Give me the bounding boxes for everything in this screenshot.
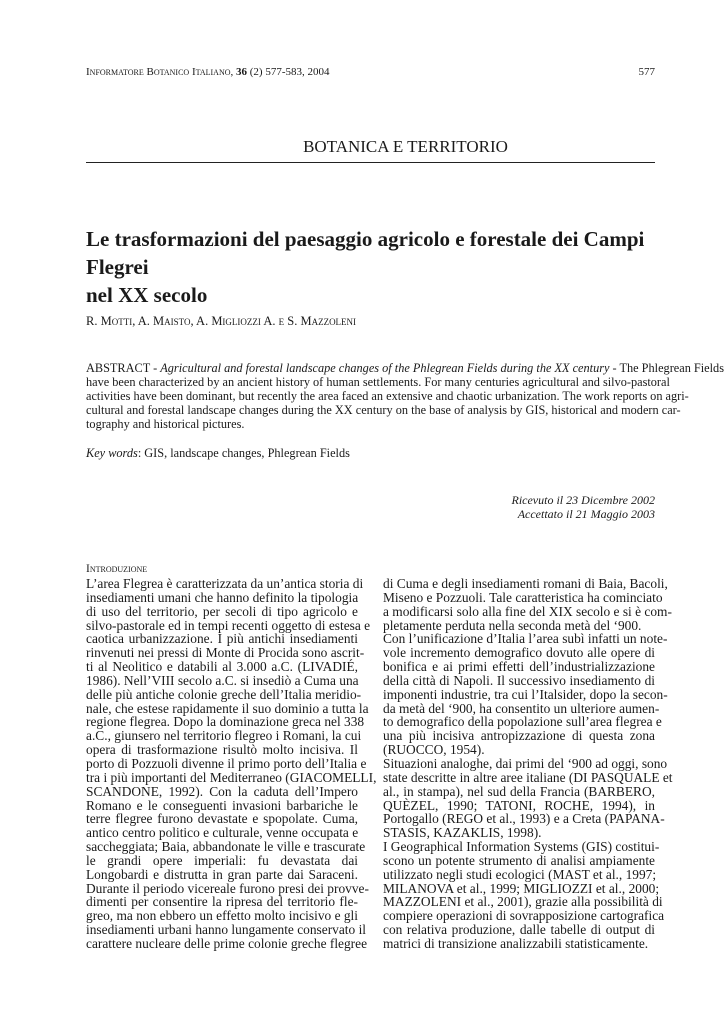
body-line: bonifica e ai primi effetti dell’industrializzazione bbox=[383, 659, 655, 675]
body-line: silvo-pastorale ed in tempi recenti oggetto di estesa e bbox=[86, 617, 371, 633]
article-title bbox=[86, 225, 666, 309]
body-line: caotica urbanizzazione. I più antichi insediamenti bbox=[86, 631, 358, 647]
body-line: antico centro politico e culturale, venne occupata e bbox=[86, 825, 359, 841]
article-title-line: Le trasformazioni del paesaggio agricolo e forestale dei Campi Flegrei bbox=[86, 227, 645, 279]
body-line: (RUOCCO, 1954). bbox=[383, 742, 485, 758]
abstract-line: have been characterized by an ancient history of human settlements. For many centuries agricultural and silvo-pastoral bbox=[86, 374, 670, 389]
section-heading-introduzione: Introduzione bbox=[86, 563, 148, 575]
body-line: MAZZOLENI et al., 2001), grazie alla possibilità di bbox=[383, 894, 663, 910]
body-line: matrici di transizione analizzabili statisticamente. bbox=[383, 935, 649, 951]
abstract-line: cultural and forestal landscape changes during the XX century on the base of analysis by GIS, historical and modern car- bbox=[86, 402, 681, 417]
body-line: di uso del territorio, per secoli di tipo agricolo e bbox=[86, 603, 358, 619]
body-line: Con l’unificazione d’Italia l’area subì infatti un note- bbox=[383, 631, 668, 647]
keywords bbox=[86, 446, 350, 461]
body-line: una più incisiva antropizzazione di questa zona bbox=[383, 728, 655, 744]
body-line: regione flegrea. Dopo la dominazione greca nel 338 bbox=[86, 714, 365, 730]
journal-issue-pages: (2) 577-583, 2004 bbox=[249, 66, 330, 78]
body-line: da metà del ‘900, ha consentito un ulteriore aumen- bbox=[383, 700, 660, 716]
body-line: carattere nucleare delle prime colonie greche flegree bbox=[86, 935, 368, 951]
body-line: STASIS, KAZAKLIS, 1998). bbox=[383, 825, 542, 841]
body-line: Longobardi e distrutta in gran parte dai Saraceni. bbox=[86, 866, 358, 882]
body-line: rinvenuti nei pressi di Monte di Procida sono ascrit- bbox=[86, 645, 365, 661]
body-line: terre flegree furono devastate e spopolate. Cuma, bbox=[86, 811, 358, 827]
body-line: I Geographical Information Systems (GIS) costitui- bbox=[383, 839, 660, 855]
body-line: greo, ma non ebbero un effetto molto incisivo e gli bbox=[86, 908, 358, 924]
body-line: di Cuma e degli insediamenti romani di Baia, Bacoli, bbox=[383, 576, 668, 591]
body-line: dimenti per consentire la ripresa del territorio fle- bbox=[86, 894, 358, 910]
body-line: to demografico della popolazione sull’area flegrea e bbox=[383, 714, 662, 730]
body-line: nale, che estese rapidamente il suo dominio a tutta la bbox=[86, 700, 369, 716]
body-line: delle più antiche colonie greche dell’Italia meridio- bbox=[86, 686, 362, 702]
received-date: Ricevuto il 23 Dicembre 2002 bbox=[511, 493, 655, 507]
body-line: scono un potente strumento di analisi ampiamente bbox=[383, 852, 655, 868]
body-column-left bbox=[86, 576, 377, 951]
body-line: 1986). Nell’VIII secolo a.C. si insediò a Cuma una bbox=[86, 672, 359, 688]
body-line: state descritte in altre aree italiane (DI PASQUALE et bbox=[383, 769, 673, 785]
body-line: utilizzato negli studi ecologici (MAST et al., 1997; bbox=[383, 866, 657, 882]
body-line: al., in stampa), nel sud della Francia (BARBERO, bbox=[383, 783, 655, 799]
body-line: a.C., giunsero nel territorio flegreo i Romani, la cui bbox=[86, 728, 362, 744]
paragraph bbox=[86, 576, 377, 951]
keywords-value: : GIS, landscape changes, Phlegrean Fields bbox=[137, 446, 350, 460]
body-line: insediamenti urbani hanno lungamente conservato il bbox=[86, 922, 367, 938]
body-line: tra i più importanti del Mediterraneo (GIACOMELLI, bbox=[86, 769, 377, 785]
body-line: insediamenti umani che hanno definito la tipologia bbox=[86, 589, 359, 605]
accepted-date: Accettato il 21 Maggio 2003 bbox=[517, 507, 655, 521]
body-line: QUÈZEL, 1990; TATONI, ROCHE, 1994), in bbox=[383, 797, 655, 813]
body-line: pletamente perduta nella seconda metà del ‘900. bbox=[383, 617, 642, 633]
abstract-label: ABSTRACT - bbox=[86, 361, 161, 375]
paragraph bbox=[383, 631, 668, 758]
authors: R. Motti, A. Maisto, A. Migliozzi A. e S. Mazzoleni bbox=[86, 314, 357, 328]
article-title-line: nel XX secolo bbox=[86, 283, 208, 307]
body-line: della città di Napoli. Il successivo insediamento di bbox=[383, 672, 655, 688]
body-line: imponenti industrie, tra cui l’Italsider, dopo la secon- bbox=[383, 686, 668, 702]
body-line: le grandi opere imperiali: fu devastata dai bbox=[86, 852, 358, 868]
section-title-text: BOTANICA E TERRITORIO bbox=[303, 137, 508, 156]
abstract-line: activities have been dominant, but recently the area faced an extensive and chaotic urbanization. The work reports on agri- bbox=[86, 388, 689, 403]
journal-name: Informatore Botanico Italiano, bbox=[86, 66, 234, 78]
abstract-text: - The Phlegrean Fields bbox=[609, 361, 724, 375]
body-line: porto di Pozzuoli divenne il primo porto dell’Italia e bbox=[86, 755, 367, 771]
page-number: 577 bbox=[638, 66, 655, 78]
running-header bbox=[86, 66, 330, 78]
abstract bbox=[86, 361, 724, 432]
body-line: con relativa produzione, dalle tabelle di output di bbox=[383, 922, 655, 938]
body-line: compiere operazioni di sovrapposizione cartografica bbox=[383, 908, 665, 924]
body-column-right bbox=[383, 576, 673, 951]
section-title bbox=[86, 137, 655, 157]
journal-volume: 36 bbox=[236, 66, 248, 78]
received-dates bbox=[511, 493, 655, 521]
section-rule bbox=[86, 162, 655, 163]
abstract-english-title: Agricultural and forestal landscape changes of the Phlegrean Fields during the XX century bbox=[160, 361, 610, 375]
keywords-label: Key words bbox=[86, 446, 138, 460]
body-line: vole incremento demografico dovuto alle opere di bbox=[383, 645, 655, 661]
body-line: Romano e le conseguenti invasioni barbariche le bbox=[86, 797, 358, 813]
abstract-line bbox=[86, 361, 724, 376]
body-line: opera di trasformazione risultò molto incisiva. Il bbox=[86, 742, 358, 758]
body-line: a modificarsi solo alla fine del XIX secolo e si è com- bbox=[383, 603, 672, 619]
body-line: ti al Neolitico e databili al 3.000 a.C. (LIVADIÉ, bbox=[86, 659, 358, 675]
body-line: MILANOVA et al., 1999; MIGLIOZZI et al., 2000; bbox=[383, 880, 660, 896]
body-line: SCANDONE, 1992). Con la caduta dell’Impero bbox=[86, 783, 358, 799]
body-line: saccheggiata; Baia, abbandonate le ville e trascurate bbox=[86, 839, 366, 855]
body-line: Miseno e Pozzuoli. Tale caratteristica ha cominciato bbox=[383, 589, 663, 605]
abstract-line: tography and historical pictures. bbox=[86, 416, 245, 431]
body-line: L’area Flegrea è caratterizzata da un’antica storia di bbox=[86, 576, 364, 591]
body-line: Durante il periodo vicereale furono presi dei provve- bbox=[86, 880, 369, 896]
paragraph bbox=[383, 755, 673, 841]
body-line: Situazioni analoghe, dai primi del ‘900 ad oggi, sono bbox=[383, 755, 668, 771]
paragraph bbox=[383, 839, 665, 951]
paragraph bbox=[383, 576, 672, 633]
body-line: Portogallo (REGO et al., 1993) e a Creta (PAPANA- bbox=[383, 811, 665, 827]
